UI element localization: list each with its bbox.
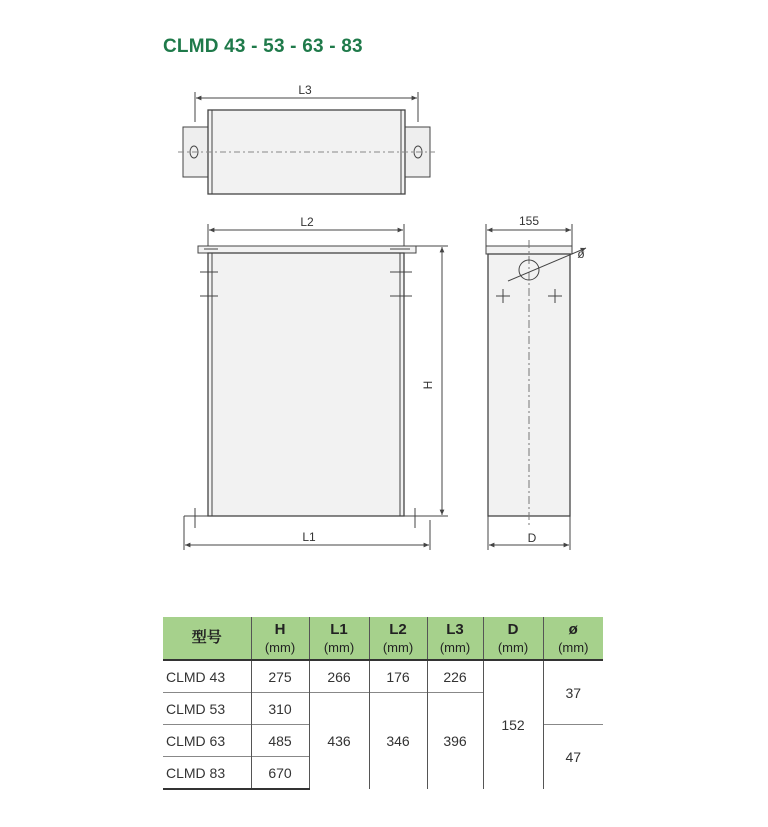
cell-l2: 176 bbox=[369, 660, 427, 693]
page-title: CLMD 43 - 53 - 63 - 83 bbox=[163, 36, 363, 57]
cell-model: CLMD 53 bbox=[163, 693, 251, 725]
cell-model: CLMD 83 bbox=[163, 757, 251, 790]
header-model: 型号 bbox=[163, 617, 251, 660]
cell-phi: 37 bbox=[543, 660, 603, 725]
cell-h: 310 bbox=[251, 693, 309, 725]
top-view bbox=[178, 92, 435, 194]
cell-model: CLMD 63 bbox=[163, 725, 251, 757]
cell-l1: 266 bbox=[309, 660, 369, 693]
cell-model: CLMD 43 bbox=[163, 660, 251, 693]
dim-label-l2: L2 bbox=[300, 215, 314, 229]
table-header-row bbox=[163, 617, 603, 660]
header-l3: L3 (mm) bbox=[427, 617, 483, 660]
header-phi: ø (mm) bbox=[543, 617, 603, 660]
spec-table bbox=[163, 617, 603, 790]
cell-l1: 436 bbox=[309, 693, 369, 790]
cell-h: 670 bbox=[251, 757, 309, 790]
dim-label-l3: L3 bbox=[298, 83, 312, 97]
header-l2: L2 (mm) bbox=[369, 617, 427, 660]
cell-l2: 346 bbox=[369, 693, 427, 790]
cell-phi: 47 bbox=[543, 725, 603, 790]
table-row bbox=[163, 660, 603, 693]
cell-h: 275 bbox=[251, 660, 309, 693]
header-l1: L1 (mm) bbox=[309, 617, 369, 660]
cell-h: 485 bbox=[251, 725, 309, 757]
dim-label-d: D bbox=[527, 531, 537, 545]
cell-l3: 226 bbox=[427, 660, 483, 693]
dim-label-l1: L1 bbox=[302, 530, 316, 544]
front-view bbox=[184, 224, 448, 550]
cell-d: 152 bbox=[483, 660, 543, 789]
side-view bbox=[486, 224, 586, 550]
header-h: H (mm) bbox=[251, 617, 309, 660]
dim-label-155: 155 bbox=[518, 214, 540, 228]
dim-label-phi: ø bbox=[577, 247, 585, 261]
header-d: D (mm) bbox=[483, 617, 543, 660]
cell-l3: 396 bbox=[427, 693, 483, 790]
dim-label-h: H bbox=[421, 380, 435, 390]
